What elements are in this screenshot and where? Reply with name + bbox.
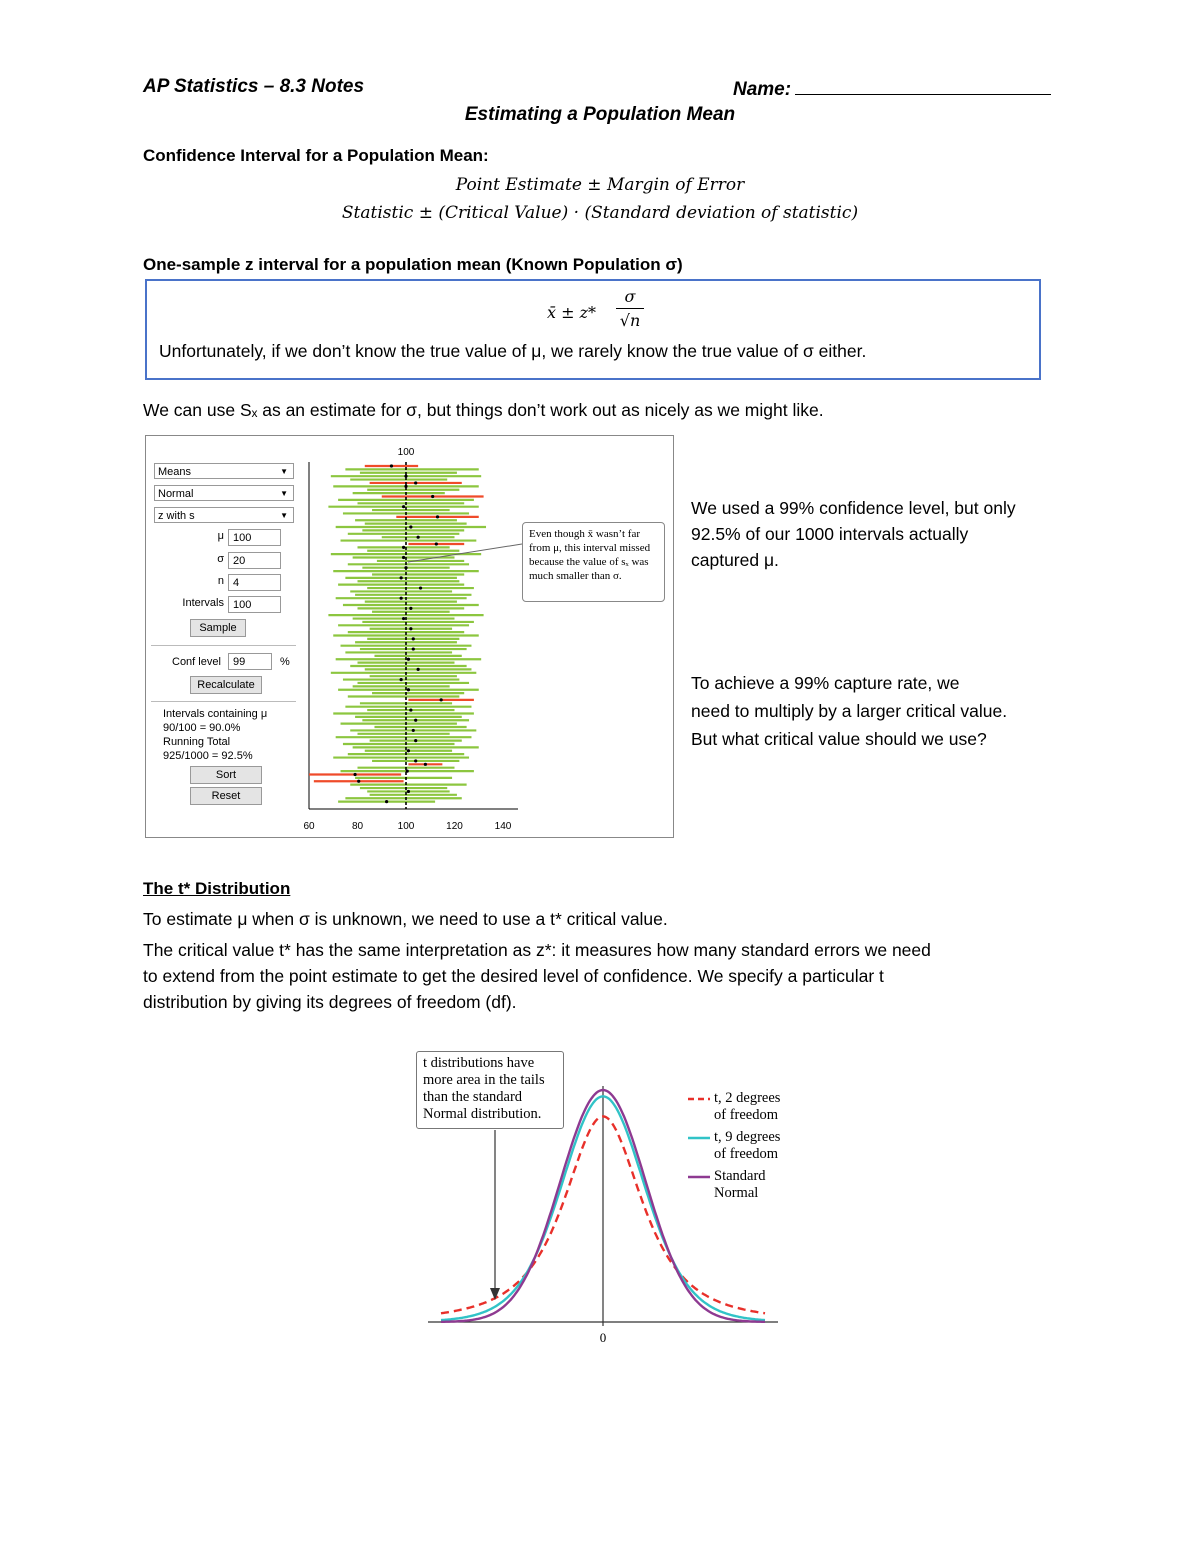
t-section-line-1: To estimate μ when σ is unknown, we need to use a t* critical value.	[143, 909, 668, 929]
sample-mean-point	[419, 586, 422, 589]
sample-mean-point	[435, 542, 438, 545]
conf-level-input[interactable]: 99	[228, 653, 272, 670]
sample-mean-point	[400, 678, 403, 681]
sample-mean-point	[440, 698, 443, 701]
intervals-input[interactable]: 100	[228, 596, 281, 613]
distribution-select-value: Normal	[158, 488, 194, 500]
legend-label-normal: Standard Normal	[714, 1168, 766, 1201]
page-title: Estimating a Population Mean	[464, 104, 736, 125]
name-blank-line	[795, 76, 1051, 95]
name-field	[733, 76, 1051, 101]
sample-mean-point	[407, 749, 410, 752]
capture-note-line-3: captured μ.	[691, 550, 779, 570]
mu-input[interactable]: 100	[228, 529, 281, 546]
x-tick-label: 80	[351, 821, 364, 832]
sample-mean-point	[431, 495, 434, 498]
legend-swatch	[688, 1172, 710, 1182]
sample-mean-point	[412, 637, 415, 640]
sample-button[interactable]: Sample	[190, 619, 246, 637]
stats-line-3: Running Total	[163, 736, 231, 748]
legend-label-t9: t, 9 degrees of freedom	[714, 1129, 781, 1162]
sample-mean-point	[436, 515, 439, 518]
sample-mean-point	[424, 763, 427, 766]
sigma-label: σ	[217, 553, 224, 565]
sample-mean-point	[414, 481, 417, 484]
sample-mean-point	[407, 688, 410, 691]
z-formula-left: x̄ ± z*	[547, 303, 597, 322]
mu-label: μ	[217, 530, 224, 542]
t-section-line-4: distribution by giving its degrees of freedom (df).	[143, 992, 517, 1012]
chevron-down-icon: ▼	[280, 511, 288, 520]
recalculate-button[interactable]: Recalculate	[190, 676, 262, 694]
z-formula-denominator: √n	[619, 311, 641, 330]
t-section-line-3: to extend from the point estimate to get the desired level of confidence. We specify a particular t	[143, 966, 884, 986]
parameter-select-value: Means	[158, 466, 192, 478]
capture-note-line-2: 92.5% of our 1000 intervals actually	[691, 524, 969, 544]
stats-line-2: 90/100 = 90.0%	[163, 722, 241, 734]
z-interval-box	[145, 279, 1041, 380]
legend-swatch	[688, 1094, 710, 1104]
sample-mean-point	[407, 790, 410, 793]
intervals-label: Intervals	[182, 597, 224, 609]
sample-mean-point	[390, 464, 393, 467]
sample-mean-point	[417, 668, 420, 671]
sigma-input[interactable]: 20	[228, 552, 281, 569]
sample-mean-point	[407, 658, 410, 661]
x-tick-label: 100	[397, 821, 415, 832]
capture-note	[691, 495, 1016, 573]
z-interval-heading: One-sample z interval for a population mean (Known Population σ)	[143, 255, 683, 274]
sample-mean-point	[412, 647, 415, 650]
sample-mean-point	[409, 607, 412, 610]
stats-line-4: 925/1000 = 92.5%	[163, 750, 253, 762]
sample-mean-point	[414, 759, 417, 762]
sample-mean-point	[400, 597, 403, 600]
n-input[interactable]: 4	[228, 574, 281, 591]
z-formula-numerator: σ	[624, 287, 636, 306]
sample-mean-point	[385, 800, 388, 803]
sample-mean-point	[402, 556, 405, 559]
x-tick-label: 60	[303, 821, 315, 832]
sample-mean-point	[400, 576, 403, 579]
legend-label-t2: t, 2 degrees of freedom	[714, 1090, 781, 1123]
critical-value-note-line-3: But what critical value should we use?	[691, 729, 987, 749]
course-title: AP Statistics – 8.3 Notes	[143, 76, 365, 97]
sample-mean-point	[353, 773, 356, 776]
ci-heading: Confidence Interval for a Population Mean:	[143, 146, 489, 165]
sample-mean-point	[412, 729, 415, 732]
chevron-down-icon: ▼	[280, 489, 288, 498]
x-tick-label: 0	[599, 1330, 607, 1345]
ci-formula-2: Statistic ± (Critical Value) · (Standard deviation of statistic)	[341, 203, 859, 223]
applet-callout: Even though x̄ wasn’t far from μ, this interval missed because the value of sₓ was much smaller than σ.	[522, 522, 665, 602]
arrowhead	[490, 1288, 500, 1300]
name-label: Name:	[733, 79, 792, 100]
sample-mean-point	[402, 617, 405, 620]
sample-mean-point	[414, 739, 417, 742]
sample-mean-point	[409, 627, 412, 630]
interval-plot	[146, 436, 673, 837]
chevron-down-icon: ▼	[280, 467, 288, 476]
critical-value-note-line-1: To achieve a 99% capture rate, we	[691, 673, 960, 693]
sample-mean-point	[402, 505, 405, 508]
sample-mean-point	[409, 708, 412, 711]
sample-mean-point	[357, 780, 360, 783]
t-distribution-callout: t distributions have more area in the tails than the standard Normal distribution.	[416, 1051, 564, 1129]
sx-note: We can use Sₓ as an estimate for σ, but things don’t work out as nicely as we might like.	[143, 400, 824, 420]
t-section-heading: The t* Distribution	[143, 879, 291, 898]
sample-mean-point	[402, 546, 405, 549]
critical-value-note	[691, 669, 1007, 753]
z-interval-note: Unfortunately, if we don’t know the true value of μ, we rarely know the true value of σ either.	[159, 341, 867, 361]
sample-mean-point	[414, 719, 417, 722]
capture-note-line-1: We used a 99% confidence level, but only	[691, 498, 1016, 518]
conf-level-label: Conf level	[172, 656, 221, 668]
critical-value-note-line-2: need to multiply by a larger critical value.	[691, 701, 1008, 721]
confidence-interval-applet	[145, 435, 674, 838]
percent-sign: %	[280, 656, 290, 668]
top-tick-label: 100	[397, 447, 415, 458]
x-tick-label: 120	[446, 821, 463, 832]
x-tick-label: 140	[494, 821, 512, 832]
legend-swatch	[688, 1133, 710, 1143]
t-section-line-2: The critical value t* has the same interpretation as z*: it measures how many standard errors we need	[143, 940, 931, 960]
method-select-value: z with s	[158, 510, 195, 522]
fraction-bar	[616, 308, 644, 309]
stats-line-1: Intervals containing μ	[163, 708, 268, 720]
n-label: n	[217, 575, 224, 587]
sort-button[interactable]: Sort	[190, 766, 262, 784]
ci-formula-1: Point Estimate ± Margin of Error	[455, 175, 745, 195]
reset-button[interactable]: Reset	[190, 787, 262, 805]
sample-mean-point	[417, 536, 420, 539]
sample-mean-point	[409, 525, 412, 528]
